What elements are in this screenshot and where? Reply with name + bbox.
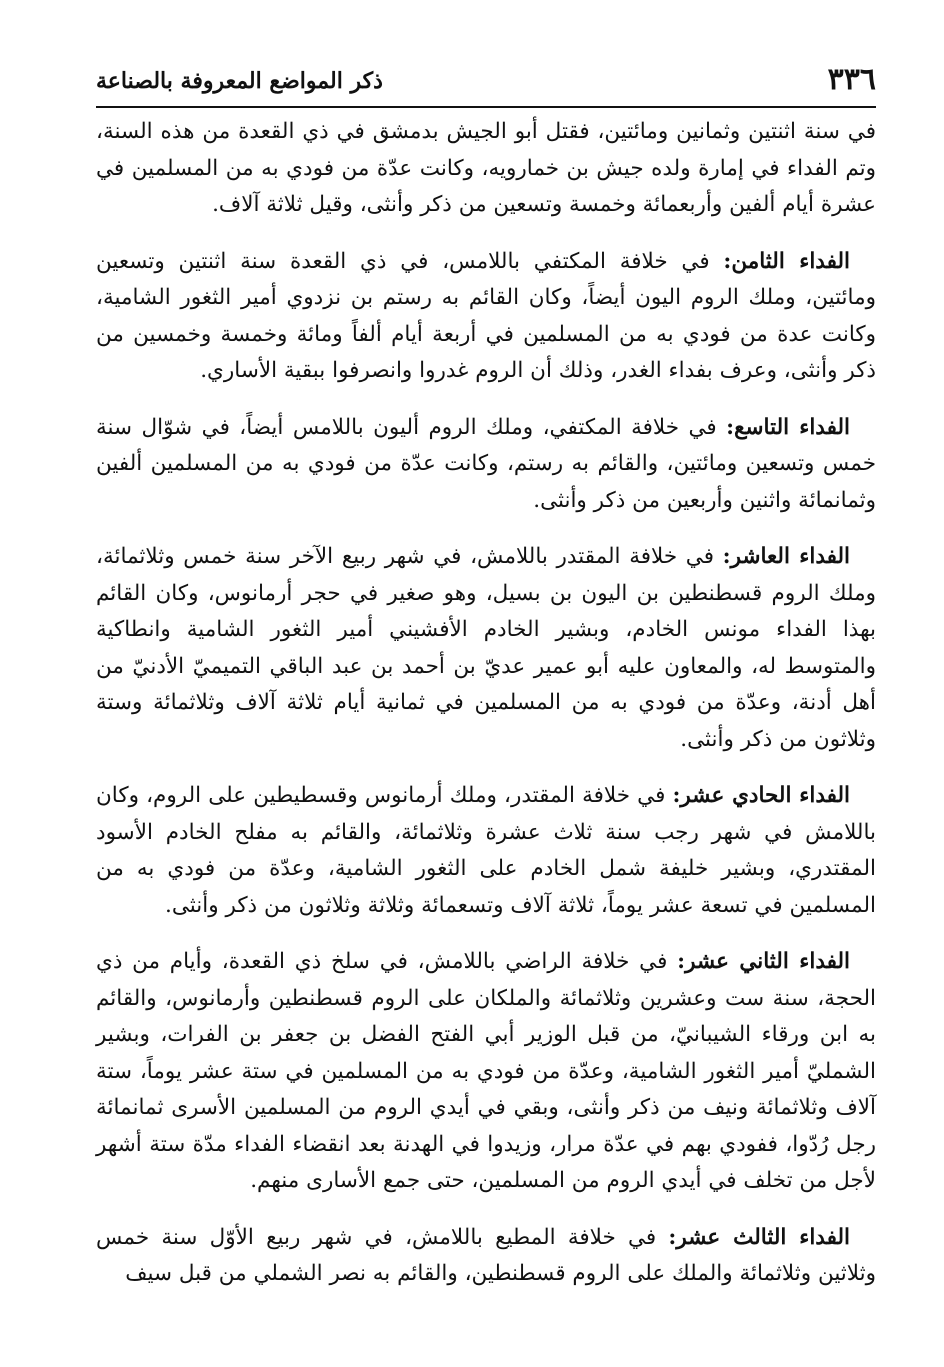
- paragraph: [96, 410, 876, 520]
- paragraph-text: في خلافة المقتدر باللامش، في شهر ربيع الآخر سنة خمس وثلاثمائة، وملك الروم قسطنطين بن اليون بن بسيل، وهو صغير في حجر أرمانوس، وكان القائم بهذا الفداء مونس الخادم، وبشير الخادم الأفشيني أمير الثغور الشامية وانطاكية والمتوسط له، والمعاون عليه أبو عمير عديّ بن أحمد بن عبد الباقي التميميّ الأدنيّ من أهل أدنة، وعدّة من فودي به من المسلمين في ثمانية أيام ثلاثة آلاف وثلاثمائة وستة وثلاثون من ذكر وأنثى.: [96, 544, 876, 752]
- page-header: [96, 62, 876, 104]
- paragraph: [96, 1220, 876, 1293]
- header-rule: [96, 106, 876, 108]
- paragraph: [96, 244, 876, 390]
- paragraph: [96, 944, 876, 1200]
- body-text: [96, 114, 876, 1313]
- page-number: ٣٣٦: [827, 62, 876, 97]
- paragraph-text: في خلافة المقتدر، وملك أرمانوس وقسطيطين على الروم، وكان باللامش في شهر رجب سنة ثلاث عشرة وثلاثمائة، والقائم به مفلح الخادم الأسود المقتدري، وبشير خليفة شمل الخادم على الثغور الشامية، وعدّة من فودي به من المسلمين في تسعة عشر يوماً، ثلاثة آلاف وتسعمائة وثلاثة وثلاثون من ذكر وأنثى.: [96, 783, 876, 918]
- paragraph: [96, 539, 876, 758]
- paragraph-lead: الفداء العاشر:: [722, 544, 851, 569]
- paragraph-lead: الفداء الثالث عشر:: [668, 1224, 850, 1250]
- running-title: ذكر المواضع المعروفة بالصناعة: [96, 68, 383, 94]
- paragraph-lead: الفداء الثاني عشر:: [677, 949, 851, 974]
- paragraph: [96, 778, 876, 924]
- paragraph-lead: الفداء الثامن:: [723, 248, 850, 274]
- paragraph-text: في خلافة المكتفي، وملك الروم أليون باللامس أيضاً، في شوّال سنة خمس وتسعين ومائتين، والقائم به رستم، وكانت عدّة من فودي به من المسلمين ألفين وثمانمائة واثنين وأربعين من ذكر وأنثى.: [96, 414, 876, 513]
- paragraph-text: في خلافة المطيع باللامش، في شهر ربيع الأوّل سنة خمس وثلاثين وثلاثمائة والملك على الروم قسطنطين، والقائم به نصر الشملي من قبل سيف: [96, 1224, 876, 1286]
- paragraph-text: في خلافة المكتفي باللامس، في ذي القعدة سنة اثنتين وتسعين ومائتين، وملك الروم اليون أيضاً، وكان القائم به رستم بن نزدوي أمير الثغور الشامية، وكانت عدة من فودي به من المسلمين في أربعة أيام ألفاً ومائة وخمسة وخمسين من ذكر وأنثى، وعرف بفداء الغدر، وذلك أن الروم غدروا وانصرفوا ببقية الأساري.: [96, 248, 876, 383]
- paragraph-lead: الفداء الحادي عشر:: [672, 783, 851, 808]
- paragraph-lead: الفداء التاسع:: [726, 414, 850, 440]
- paragraph-text: في خلافة الراضي باللامش، في سلخ ذي القعدة، وأيام من ذي الحجة، سنة ست وعشرين وثلاثمائة والملكان على الروم قسطنطين وأرمانوس، والقائم به ابن ورقاء الشيبانيّ، من قبل الوزير أبي الفتح الفضل بن جعفر بن الفرات، وبشير الشمليّ أمير الثغور الشامية، وعدّة من فودي به من المسلمين في ستة عشر يوماً، ستة آلاف وثلاثمائة ونيف من ذكر وأنثى، وبقي في أيدي الروم من المسلمين الأسرى ثمانمائة رجل رُدّوا، ففودي بهم في عدّة مرار، وزيدوا في الهدنة بعد انقضاء الفداء مدّة ستة أشهر لأجل من تخلف في أيدي الروم من المسلمين، حتى جمع الأسارى منهم.: [96, 949, 876, 1193]
- paragraph: [96, 114, 876, 224]
- paragraph-text: في سنة اثنتين وثمانين ومائتين، فقتل أبو الجيش بدمشق في ذي القعدة من هذه السنة، وتم الفداء في إمارة ولده جيش بن خمارويه، وكانت عدّة من فودي به من المسلمين في عشرة أيام ألفين وأربعمائة وخمسة وتسعين من ذكر وأنثى، وقيل ثلاثة آلاف.: [96, 119, 876, 217]
